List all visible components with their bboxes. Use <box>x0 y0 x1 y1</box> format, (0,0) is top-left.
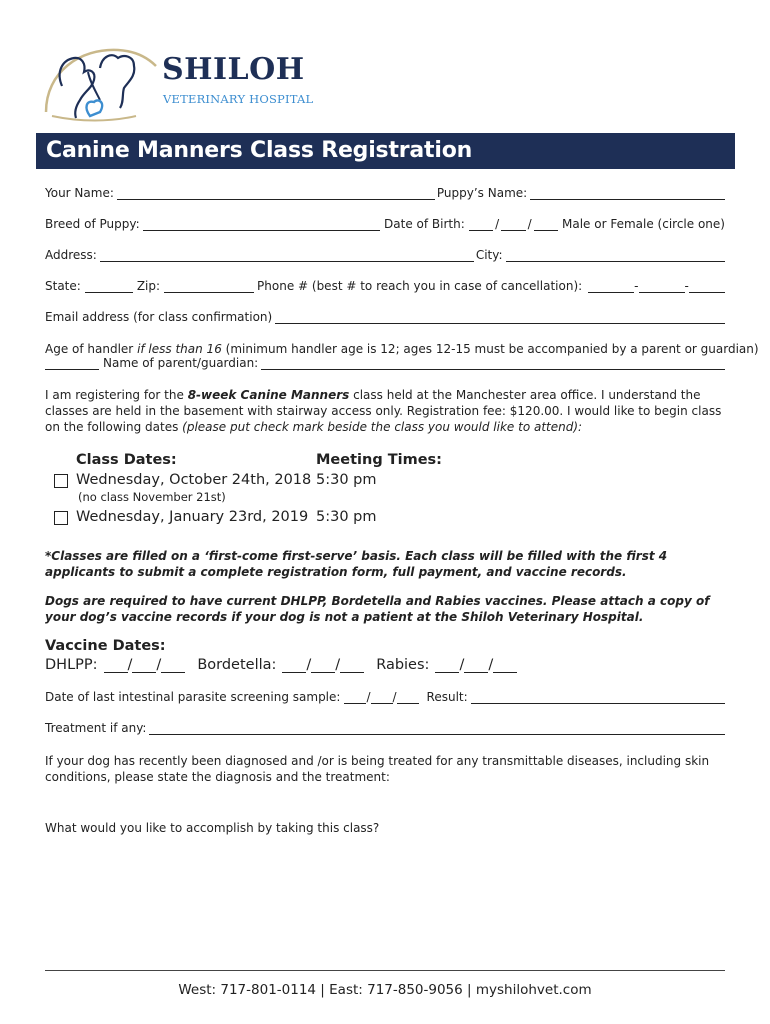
accomplish-answer-area[interactable] <box>45 840 725 960</box>
phone-label: Phone # (best # to reach you in case of cancellation): <box>257 279 583 293</box>
intro-text-1: I am registering for the <box>45 388 188 402</box>
row-parasite: Date of last intestinal parasite screening sample: / / Result: <box>45 690 725 704</box>
intro-text-2: class held at the Manchester area office. I understand the classes are held in the basement with stairway access only. Registration fee: $120.00. I would like to begin class on the following dates <box>45 388 722 434</box>
parasite-year-field[interactable] <box>397 691 419 704</box>
class-2-checkbox[interactable] <box>54 511 68 525</box>
city-label: City: <box>475 248 503 262</box>
class-dates-header: Class Dates: <box>76 452 177 468</box>
sex-label[interactable]: Male or Female (circle one) <box>562 217 725 231</box>
result-field[interactable] <box>471 692 725 704</box>
brand-name: SHILOH <box>162 52 305 87</box>
treatment-field[interactable] <box>149 723 725 735</box>
diseases-question: If your dog has recently been diagnosed and /or is being treated for any transmittable diseases, including skin conditions, please state the diagnosis and the treatment: <box>45 754 710 784</box>
breed-field[interactable] <box>143 218 380 231</box>
vaccine-notice: Dogs are required to have current DHLPP, Bordetella and Rabies vaccines. Please attach a copy of your dog’s vaccine records if your dog is not a patient at the Shiloh Veterinary Hospital. <box>45 594 710 624</box>
dhlpp-day-field[interactable] <box>132 658 156 673</box>
class-2-date: Wednesday, January 23rd, 2019 <box>76 509 309 525</box>
classes-notice: *Classes are filled on a ‘first-come first-serve’ basis. Each class will be filled with the first 4 applicants to submit a complete registration form, full payment, and vaccine records. <box>45 549 668 579</box>
intro-italic: (please put check mark beside the class you would like to attend): <box>182 420 583 434</box>
phone-area-field[interactable] <box>588 280 634 293</box>
row-breed: Breed of Puppy: Date of Birth: / / Male or Female (circle one) <box>45 217 725 231</box>
brand-subtitle: VETERINARY HOSPITAL <box>163 92 314 106</box>
meeting-times-header: Meeting Times: <box>316 452 442 468</box>
parasite-label: Date of last intestinal parasite screening sample: <box>45 690 341 704</box>
logo <box>40 42 320 124</box>
age-tail: (minimum handler age is 12; ages 12-15 must be accompanied by a parent or guardian) <box>221 342 759 356</box>
zip-field[interactable] <box>164 280 254 293</box>
row-guardian <box>45 356 725 370</box>
phone-line-field[interactable] <box>689 281 725 293</box>
phone-prefix-field[interactable] <box>639 280 685 293</box>
page-title: Canine Manners Class Registration <box>46 138 473 163</box>
vaccine-dates-row: DHLPP: / / Bordetella: / / Rabies: / / <box>45 657 517 673</box>
breed-label: Breed of Puppy: <box>45 217 140 231</box>
address-label: Address: <box>45 248 97 262</box>
row-treatment <box>45 721 725 735</box>
class-2-time: 5:30 pm <box>316 509 377 525</box>
age-handler-line <box>45 341 759 357</box>
rabies-year-field[interactable] <box>493 658 517 673</box>
bordetella-month-field[interactable] <box>282 658 306 673</box>
bordetella-year-field[interactable] <box>340 658 364 673</box>
row-address <box>45 248 725 262</box>
puppy-name-label: Puppy’s Name: <box>436 186 528 200</box>
state-label: State: <box>45 279 81 293</box>
dob-year-field[interactable] <box>534 218 558 231</box>
accomplish-question: What would you like to accomplish by taking this class? <box>45 821 380 835</box>
result-label: Result: <box>426 690 468 704</box>
class-1-time: 5:30 pm <box>316 472 377 488</box>
intro-bold: 8-week Canine Manners <box>187 388 350 402</box>
logo-emblem <box>40 42 158 124</box>
rabies-month-field[interactable] <box>435 658 459 673</box>
dob-label: Date of Birth: <box>384 217 465 231</box>
row-names <box>45 186 725 200</box>
vaccine-dates-header: Vaccine Dates: <box>45 638 166 654</box>
rabies-label: Rabies: <box>376 657 430 673</box>
dob-month-field[interactable] <box>469 218 493 231</box>
email-field[interactable] <box>275 312 725 324</box>
footer-divider <box>45 970 725 971</box>
parasite-month-field[interactable] <box>344 691 366 704</box>
intro-paragraph <box>45 387 725 435</box>
zip-label: Zip: <box>136 279 161 293</box>
email-label: Email address (for class confirmation) <box>45 310 273 324</box>
city-field[interactable] <box>506 250 725 262</box>
rabies-day-field[interactable] <box>464 658 488 673</box>
your-name-label: Your Name: <box>45 186 114 200</box>
age-field[interactable] <box>45 357 99 370</box>
puppy-name-field[interactable] <box>530 188 725 200</box>
treatment-label: Treatment if any: <box>45 721 147 735</box>
diseases-answer-area[interactable] <box>45 790 725 816</box>
dhlpp-month-field[interactable] <box>104 658 128 673</box>
address-field[interactable] <box>100 249 474 262</box>
class-1-note: (no class November 21st) <box>78 490 226 504</box>
class-1-date: Wednesday, October 24th, 2018 <box>76 472 312 488</box>
row-email <box>45 310 725 324</box>
parasite-day-field[interactable] <box>371 691 393 704</box>
row-state: State: Zip: Phone # (best # to reach you in case of cancellation): - - <box>45 279 725 293</box>
title-banner <box>36 133 735 169</box>
state-field[interactable] <box>85 280 133 293</box>
dob-day-field[interactable] <box>501 218 525 231</box>
guardian-label: Name of parent/guardian: <box>103 356 259 370</box>
age-lead: Age of handler <box>45 342 138 356</box>
age-italic: if less than 16 <box>137 342 222 356</box>
dhlpp-label: DHLPP: <box>45 657 98 673</box>
your-name-field[interactable] <box>117 187 435 200</box>
bordetella-label: Bordetella: <box>197 657 277 673</box>
dhlpp-year-field[interactable] <box>161 658 185 673</box>
guardian-field[interactable] <box>261 358 725 370</box>
footer-contact: West: 717-801-0114 | East: 717-850-9056 | myshilohvet.com <box>178 982 592 998</box>
class-1-checkbox[interactable] <box>54 474 68 488</box>
bordetella-day-field[interactable] <box>311 658 335 673</box>
